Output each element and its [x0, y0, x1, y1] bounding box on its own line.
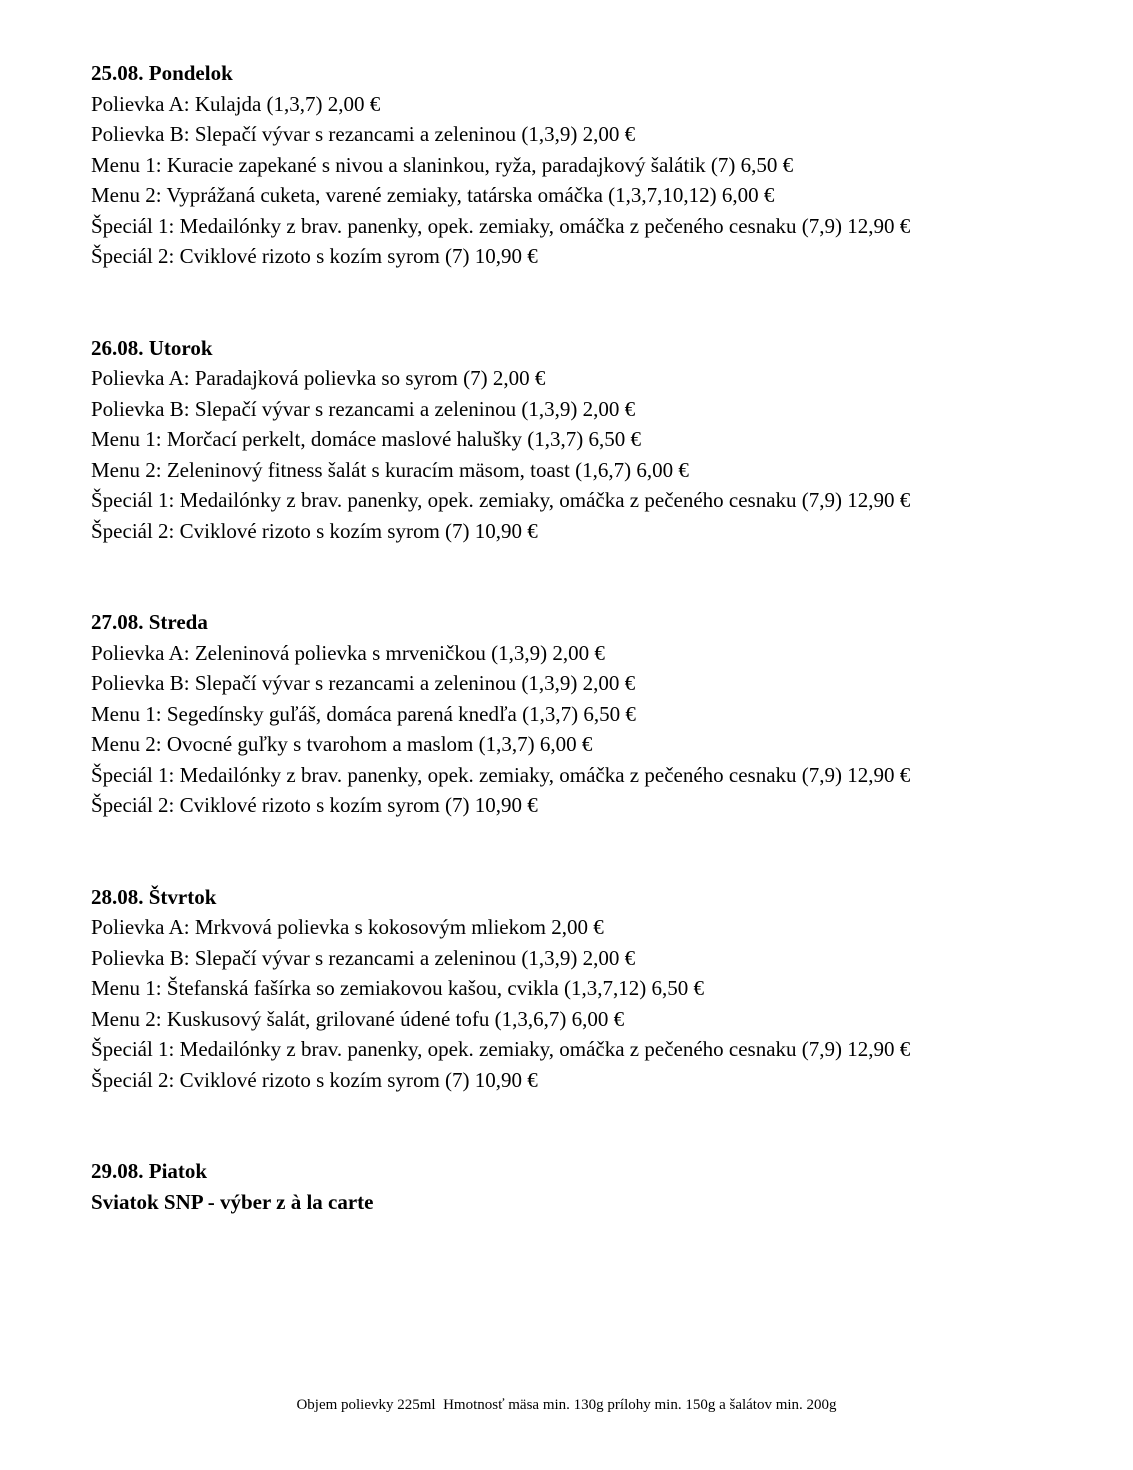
menu-item: Polievka A: Kulajda (1,3,7) 2,00 €: [91, 91, 381, 116]
day-title: 29.08. Piatok: [91, 1159, 208, 1183]
menu-item: Špeciál 2: Cviklové rizoto s kozím syrom (7) 10,90 €: [91, 793, 538, 817]
holiday-note: Sviatok SNP - výber z à la carte: [91, 1189, 374, 1214]
menu-item: Špeciál 2: Cviklové rizoto s kozím syrom (7) 10,90 €: [91, 244, 538, 268]
menu-item: Polievka B: Slepačí vývar s rezancami a zeleninou (1,3,9) 2,00 €: [91, 945, 636, 970]
menu-item: Menu 2: Kuskusový šalát, grilované údené tofu (1,3,6,7) 6,00 €: [91, 1006, 625, 1031]
menu-item: Menu 2: Ovocné guľky s tvarohom a maslom (1,3,7) 6,00 €: [91, 732, 593, 756]
menu-item: Špeciál 1: Medailónky z brav. panenky, opek. zemiaky, omáčka z pečeného cesnaku (7,9) 12,90 €: [91, 762, 911, 787]
day-tuesday: [91, 333, 1091, 547]
menu-item: Špeciál 1: Medailónky z brav. panenky, opek. zemiaky, omáčka z pečeného cesnaku (7,9) 12,90 €: [91, 213, 911, 238]
menu-item: Polievka A: Zeleninová polievka s mrveničkou (1,3,9) 2,00 €: [91, 640, 605, 665]
day-friday: [91, 1156, 1091, 1217]
menu-item: Menu 2: Vyprážaná cuketa, varené zemiaky, tatárska omáčka (1,3,7,10,12) 6,00 €: [91, 183, 775, 207]
menu-item: Špeciál 1: Medailónky z brav. panenky, opek. zemiaky, omáčka z pečeného cesnaku (7,9) 12,90 €: [91, 488, 911, 512]
menu-item: Menu 1: Kuracie zapekané s nivou a slaninkou, ryža, paradajkový šalátik (7) 6,50 €: [91, 152, 794, 177]
menu-item: Menu 1: Štefanská fašírka so zemiakovou kašou, cvikla (1,3,7,12) 6,50 €: [91, 976, 704, 1000]
menu-item: Špeciál 2: Cviklové rizoto s kozím syrom (7) 10,90 €: [91, 1067, 538, 1092]
weekly-menu: [91, 58, 1091, 1217]
day-title: 27.08. Streda: [91, 610, 208, 634]
day-monday: [91, 58, 1091, 272]
day-title: 28.08. Štvrtok: [91, 884, 217, 909]
menu-item: Polievka B: Slepačí vývar s rezancami a zeleninou (1,3,9) 2,00 €: [91, 396, 636, 421]
day-title: 26.08. Utorok: [91, 335, 213, 360]
menu-item: Menu 1: Segedínsky guľáš, domáca parená knedľa (1,3,7) 6,50 €: [91, 701, 636, 726]
menu-item: Špeciál 2: Cviklové rizoto s kozím syrom (7) 10,90 €: [91, 518, 538, 543]
menu-item: Polievka B: Slepačí vývar s rezancami a zeleninou (1,3,9) 2,00 €: [91, 122, 636, 146]
day-title: 25.08. Pondelok: [91, 61, 233, 85]
menu-item: Špeciál 1: Medailónky z brav. panenky, opek. zemiaky, omáčka z pečeného cesnaku (7,9) 12,90 €: [91, 1037, 911, 1061]
menu-item: Polievka A: Mrkvová polievka s kokosovým mliekom 2,00 €: [91, 915, 604, 939]
portion-info-footer: Objem polievky 225ml Hmotnosť mäsa min. 130g prílohy min. 150g a šalátov min. 200g: [296, 1397, 837, 1413]
menu-item: Menu 1: Morčací perkelt, domáce maslové halušky (1,3,7) 6,50 €: [91, 427, 641, 451]
menu-item: Polievka B: Slepačí vývar s rezancami a zeleninou (1,3,9) 2,00 €: [91, 671, 636, 695]
menu-item: Menu 2: Zeleninový fitness šalát s kuracím mäsom, toast (1,6,7) 6,00 €: [91, 457, 689, 482]
day-thursday: [91, 882, 1091, 1096]
page-top-edge: [0, 0, 1133, 4]
menu-item: Polievka A: Paradajková polievka so syrom (7) 2,00 €: [91, 366, 546, 390]
day-wednesday: [91, 607, 1091, 821]
